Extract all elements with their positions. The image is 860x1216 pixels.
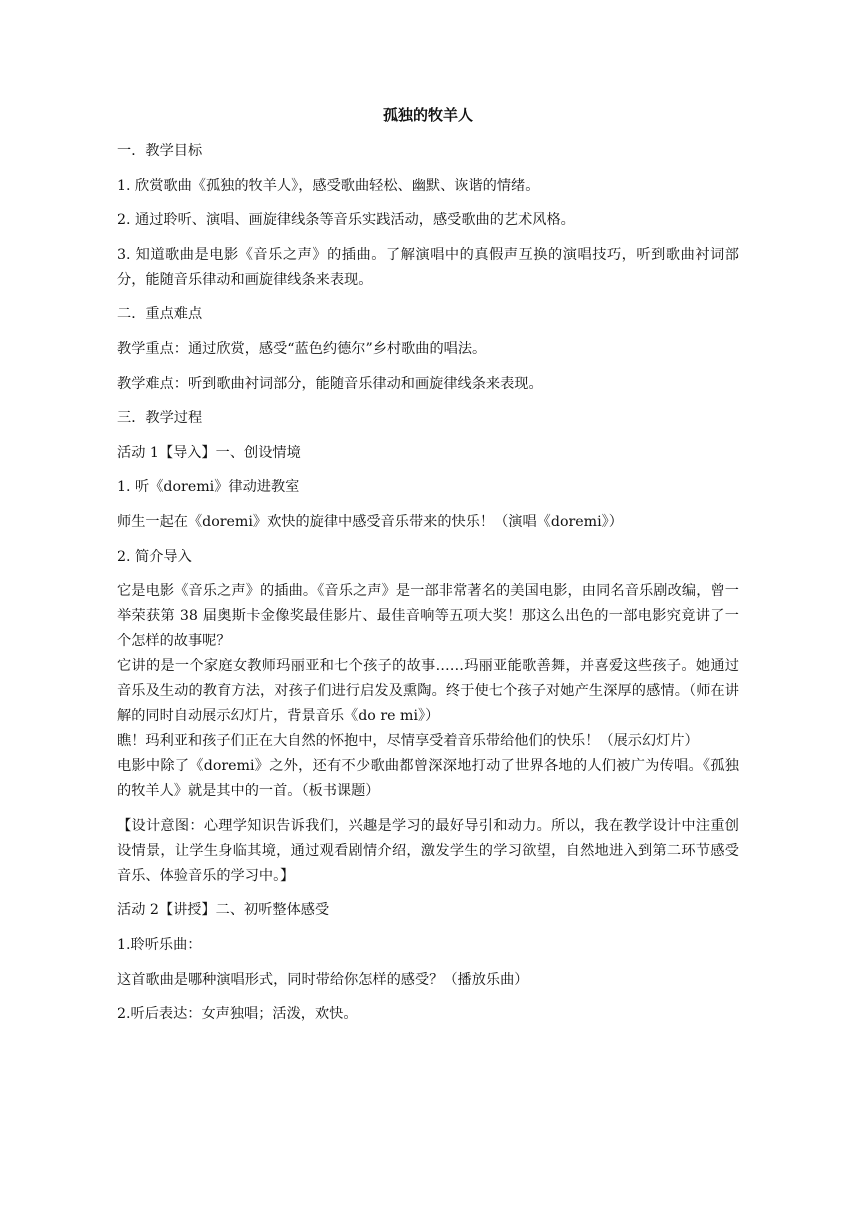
activity-2-question: 这首歌曲是哪种演唱形式，同时带给你怎样的感受？（播放乐曲） xyxy=(117,971,529,988)
activity-1-step-1: 1. 听《doremi》律动进教室 xyxy=(117,479,300,496)
activity-1-step-1-text: 师生一起在《doremi》欢快的旋律中感受音乐带来的快乐！（演唱《doremi》） xyxy=(117,513,623,530)
goal-item-3: 3. 知道歌曲是电影《音乐之声》的插曲。了解演唱中的真假声互换的演唱技巧，听到歌曲衬词部分，能随音乐律动和画旋律线条来表现。 xyxy=(117,246,739,288)
design-intent: 【设计意图：心理学知识告诉我们，兴趣是学习的最好导引和动力。所以，我在教学设计中注重创设情景，让学生身临其境，通过观看剧情介绍，激发学生的学习欲望，自然地进入到第二环节感受音乐、体验音乐的学习中。】 xyxy=(117,817,739,884)
activity-1-step-2: 2. 简介导入 xyxy=(117,548,192,565)
document-page xyxy=(117,105,739,1037)
activity-1-heading: 活动 1【导入】一、创设情境 xyxy=(117,444,301,461)
difficult-point: 教学难点：听到歌曲衬词部分，能随音乐律动和画旋律线条来表现。 xyxy=(117,375,543,392)
heading-teaching-goals: 一．教学目标 xyxy=(117,143,203,159)
activity-2-step-1: 1.聆听乐曲： xyxy=(117,936,202,953)
activity-2-step-2: 2.听后表达：女声独唱；活泼，欢快。 xyxy=(117,1006,358,1023)
slide-paragraph: 瞧！玛利亚和孩子们正在大自然的怀抱中，尽情享受着音乐带给他们的快乐！（展示幻灯片） xyxy=(117,733,699,750)
goal-item-1: 1. 欣赏歌曲《孤独的牧羊人》，感受歌曲轻松、幽默、诙谐的情绪。 xyxy=(117,177,540,194)
goal-item-2: 2. 通过聆听、演唱、画旋律线条等音乐实践活动，感受歌曲的艺术风格。 xyxy=(117,212,575,229)
heading-teaching-process: 三．教学过程 xyxy=(117,410,203,427)
document-title: 孤独的牧羊人 xyxy=(382,106,473,124)
intro-paragraph: 它是电影《音乐之声》的插曲。《音乐之声》是一部非常著名的美国电影，由同名音乐剧改编，曾一举荣获第 38 届奥斯卡金像奖最佳影片、最佳音响等五项大奖！那这么出色的一部电影究竟讲了一个怎样的故事呢？ xyxy=(117,583,739,650)
story-paragraph: 它讲的是一个家庭女教师玛丽亚和七个孩子的故事……玛丽亚能歌善舞，并喜爱这些孩子。她通过音乐及生动的教育方法，对孩子们进行启发及熏陶。终于使七个孩子对她产生深厚的感情。（师在讲解的同时自动展示幻灯片，背景音乐《do re mi》） xyxy=(117,658,739,725)
activity-2-heading: 活动 2【讲授】二、初听整体感受 xyxy=(117,902,330,919)
song-paragraph: 电影中除了《doremi》之外，还有不少歌曲都曾深深地打动了世界各地的人们被广为传唱。《孤独的牧羊人》就是其中的一首。（板书课题） xyxy=(117,758,739,800)
heading-key-points: 二．重点难点 xyxy=(117,306,203,323)
key-point: 教学重点：通过欣赏，感受“蓝色约德尔”乡村歌曲的唱法。 xyxy=(117,340,487,357)
